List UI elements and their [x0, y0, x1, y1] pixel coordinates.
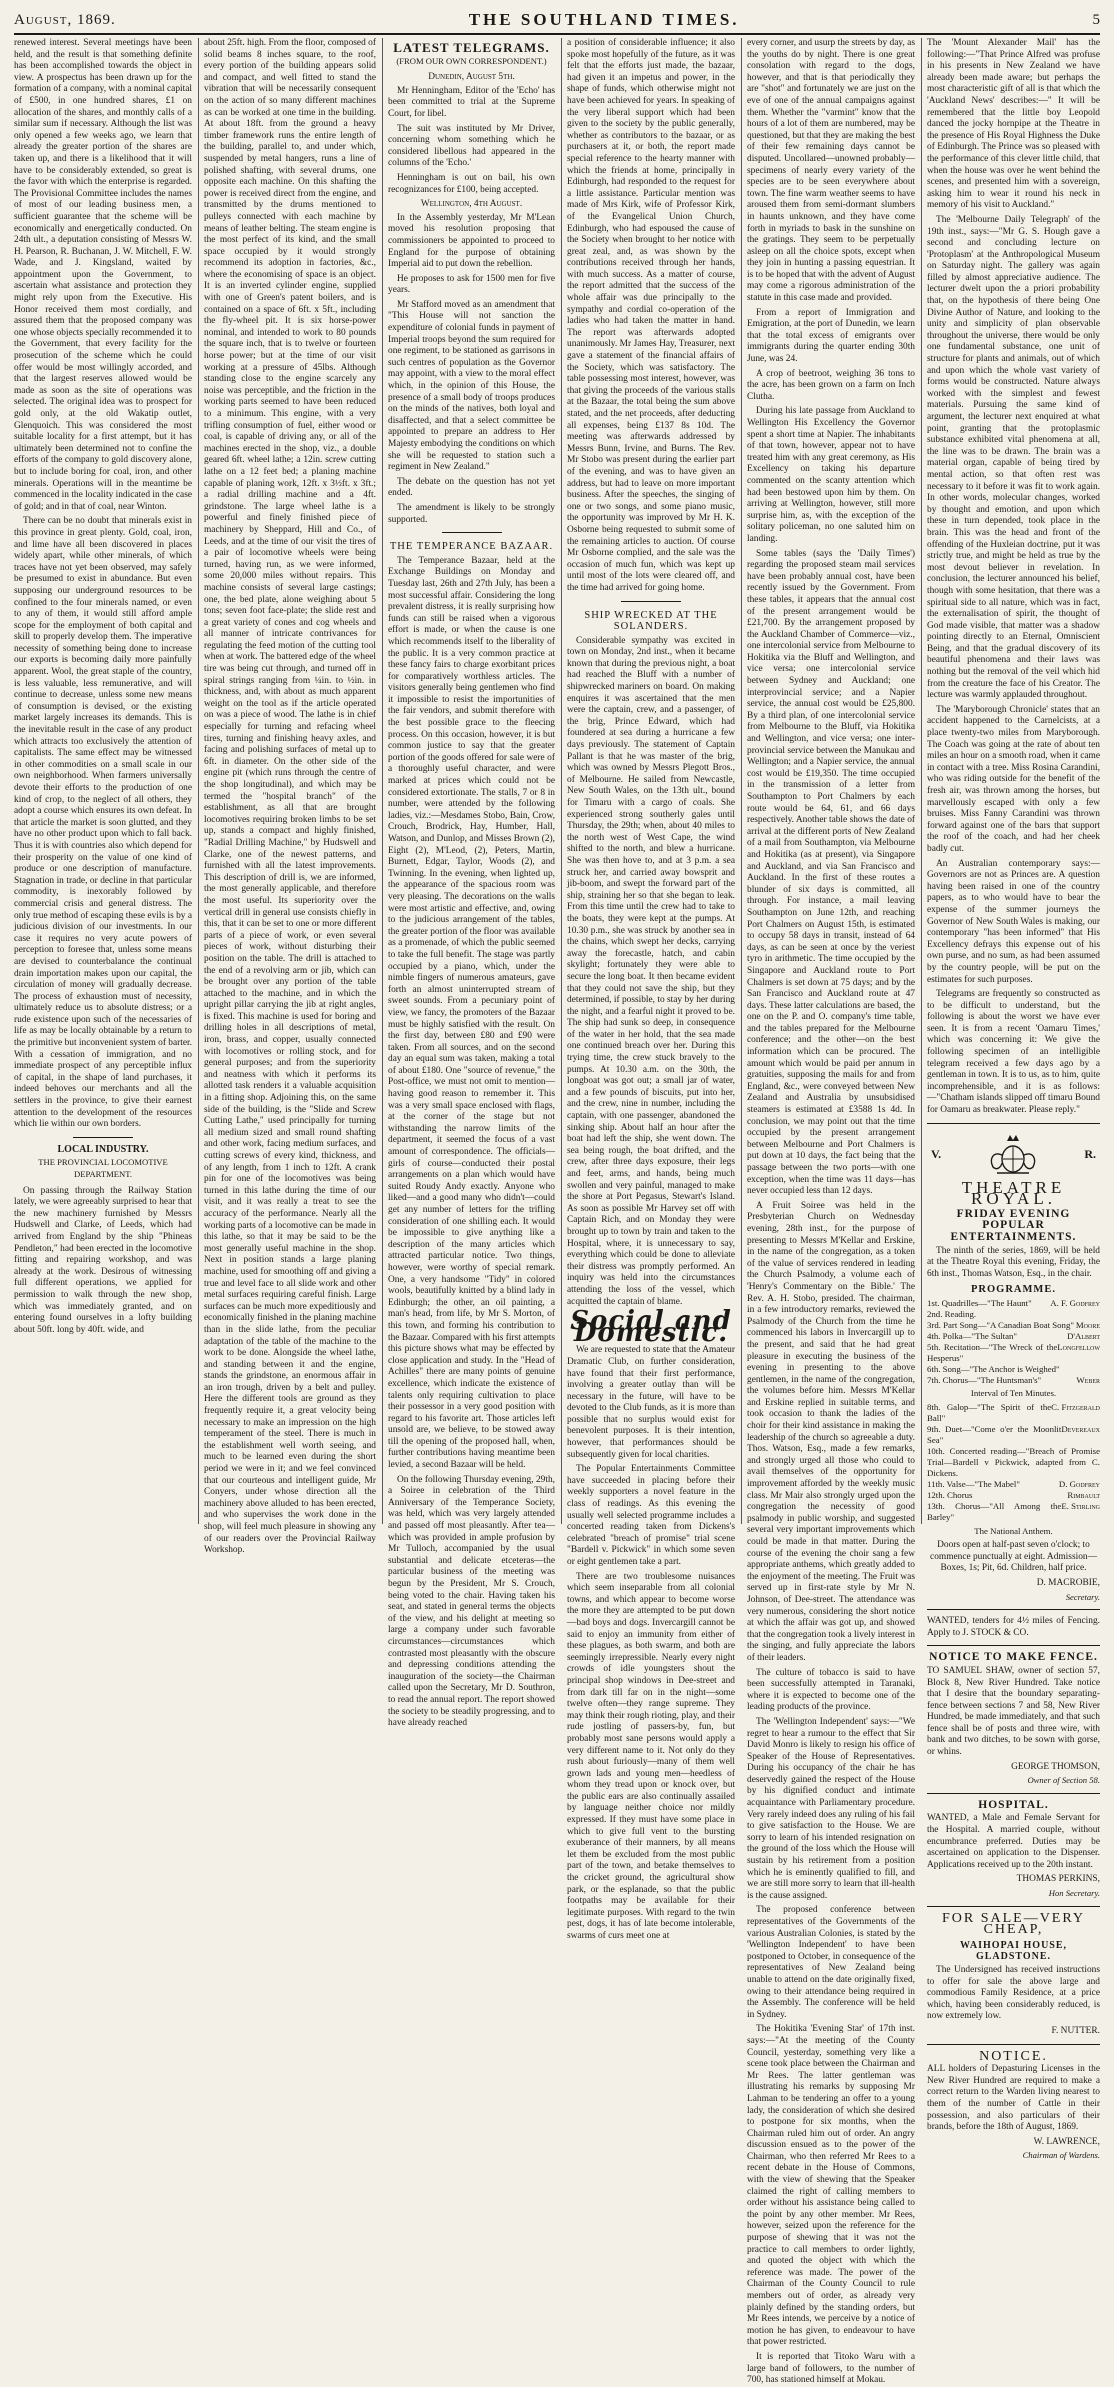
social-paragraph: The 'Melbourne Daily Telegraph' of the 19th inst., says:—"Mr G. S. Hough gave a second and concluding lecture on 'Protoplasm' at the Anthropological Museum on Saturday night. The gallery was again filled by almost appreciative audience. The lecturer dwelt upon the a priori probability that, on the hypothesis of there being One Divine Author of Nature, and looking to the unity and simplicity of plan observable throughout the universe, there would be only one fundamental substance, one unit of structure for plants and animals, out of which and upon which the whole vast variety of forms would be constructed. Nature always worked with the simplest and fewest materials. Pursuing the same kind of argument, the lecturer next enquired at what point, granting that the protoplasmic substance exhibited vital phenomena at all, the line was to be drawn. The brain was a material organ, capable of being tired by mental action, so that often rest was necessary to it before it was fit to work again. In other words, molecular changes, worked by thought and emotion, and upon which these in turn depended, took place in the brain. This was the head and front of the offending of the Huxleian doctrine, put it was strictly true, and might be held as true by the most devout believer in revelation. In conclusion, the lecturer announced his belief, though with some hesitation, that there was a spiritual side to all nature, which was in fact, the externalisation of spirit, the thought of God made visible, that matter was a shadow pointing directly to an Eternal, Omniscient Being, and that the gradual discovery of its beautiful phenomena and their laws was nothing but the removal of the veil which hid from the creature the face of his Creator. The lecture was warmly applauded throughout. [927, 214, 1100, 701]
programme-item-composer: Moore [1075, 1319, 1100, 1330]
advert-rule [927, 1645, 1100, 1646]
telegram-paragraph: Mr Stafford moved as an amendment that "This House will not sanction the expenditure of colonial funds in payment of Imperial troops beyond the sum required for one regiment, to be stationed as garrisons in such centres of population as the Governor may appoint, with a view to the moral effect which, in the opinion of this House, the presence of a small body of troops produces on the minds of the natives, both loyal and disaffected, and that a select committee be appointed to prepare an address to Her Majesty embodying the conditions on which she will be requested to station such a regiment in New Zealand." [388, 299, 555, 473]
programme-item-title: 12th. Chorus [927, 1489, 973, 1500]
interval-note: Interval of Ten Minutes. [970, 1387, 1057, 1398]
column-divider [741, 38, 742, 1524]
programme-item-composer: Longfellow [1057, 1341, 1100, 1352]
fence-signature-role: Owner of Section 58. [1027, 1775, 1100, 1786]
telegram-paragraph: Henningham is out on bail, his own recognizances for £100, being accepted. [388, 172, 555, 195]
social-paragraph: The 'Maryborough Chronicle' states that an accident happened to the Carnelcists, at a place twenty-two miles from Maryborough. The Coach was going at the rate of about ten miles an hour on a smooth road, when it came in contact with a tree. Miss Rosina Carandini, who was riding outside for the benefit of the fresh air, was thrown among the horses, but marvellously escaped with only a few bruises. Miss Fanny Carandini was thrown forward against one of the bars that support the roof of the coach, and had her cheek badly cut. [927, 704, 1100, 854]
hospital-signature: THOMAS PERKINS, [1016, 1874, 1100, 1885]
column-4 [567, 38, 735, 1941]
social-paragraph: During his late passage from Auckland to Wellington His Excellency the Governor spent a short time at Napier. The inhabitants of that town, however, appear not to have treated him with any great ceremony, as His Excellency on taking his departure commented on the scanty attention which had been bestowed upon him by them. On arriving at Wellington, however, still more surprise him, as, with the exception of the solitary policeman, no one saluted him on landing. [747, 406, 915, 544]
programme-item-title: 6th. Song—"The Anchor is Weighed" [927, 1363, 1060, 1374]
for-sale-signature: F. NUTTER. [1051, 2025, 1100, 2036]
column-divider [561, 38, 562, 1524]
programme-item [927, 1402, 1100, 1424]
notice-signature-role: Chairman of Wardens. [1022, 2150, 1100, 2161]
telegrams-subheading: (FROM OUR OWN CORRESPONDENT.) [396, 55, 547, 66]
programme-list-2 [927, 1402, 1100, 1523]
column-5 [747, 38, 915, 2386]
notice-signature: W. LAWRENCE, [1033, 2136, 1100, 2147]
arms-letter-v: V. [931, 1146, 942, 1161]
issue-date: August, 1869. [14, 11, 116, 28]
social-paragraph: It is reported that Titoko Waru with a large band of followers, to the number of 700, has stationed himself at Mokau. [747, 2351, 915, 2386]
theatre-signature-role: Secretary. [1065, 1591, 1100, 1602]
social-paragraph: The 'Mount Alexander Mail' has the following:—"That Prince Alfred was profuse in his presents in New Zealand we have already been made aware; but perhaps the most characteristic gift of all is that which the 'Auckland News' describes:—" It will be remembered that the little boy Leopold danced the jocky hornpipe at the Theatre in the presence of His Royal Highness the Duke of Edinburgh. The Prince was so pleased with the performance of this clever little child, that when the house was over he went behind the scenes, and presented him with a sovereign, asking him to wear it round his neck in memory of his visit to Auckland." [927, 38, 1100, 211]
social-paragraph: From a report of Immigration and Emigration, at the port of Dunedin, we learn that the total excess of emigrants over immigrants during the quarter ending 30th June, was 24. [747, 307, 915, 365]
doors-note: Doors open at half-past seven o'clock; to commence punctually at eight. Admission—Boxes, 1s; Pit, 6d. Children, half price. [930, 1540, 1097, 1574]
telegram-paragraph: The amendment is likely to be strongly supported. [388, 502, 555, 525]
arms-letter-r: R. [1084, 1146, 1096, 1161]
locomotive-article: On passing through the Railway Station lately, we were agreeably surprised to hear that the new machinery furnished by Messrs Hudswell and Clarke, of Leeds, which had arrived from England by the ship "Phineas Pendleton," had been erected in the locomotive fitting and repairing workshop, and was already at the work. Desirous of witnessing full different operations, we applied for permission to walk through the new shop, which was immediately granted, and on entering found ourselves in a lofty building about 50ft. long by 40ft. wide, and [14, 1185, 192, 1335]
programme-item [927, 1446, 1100, 1479]
dateline-wellington: Wellington, 4th August. [420, 199, 523, 210]
programme-list [927, 1298, 1100, 1386]
soiree-article: On the following Thursday evening, 29th, a Soiree in celebration of the Third Anniversary of the Temperance Society, was held, which was very largely attended and passed off most pleasantly. After tea—which was provided in ample profusion by Mr Tulloch, accompanied by the usual substantial and delicate etceteras—the particular business of the meeting was begun by the President, Mr S. Crouch, being voted to the chair. Having taken his seat, and stated in general terms the objects of the view, and his delight at meeting so large a company under such favorable circumstances—circumstances which contrasted most pleasantly with the obscure and depressing conditions attending the inauguration of the society—the Chairman called upon the Secretary, Mr D. Southron, to read the annual report. The report showed the society to be steadily progressing, and to have already reached [388, 1474, 555, 1729]
telegram-paragraph: In the Assembly yesterday, Mr M'Lean moved his resolution proposing that commissioners be appointed to proceed to England for the purpose of obtaining Imperial aid to put down the rebellion. [388, 212, 555, 270]
programme-item [927, 1309, 1100, 1320]
programme-item [927, 1490, 1100, 1501]
section-rule [442, 532, 502, 533]
social-domestic-heading: Social and Domestic. [570, 1306, 732, 1348]
telegram-paragraph: The suit was instituted by Mr Driver, concerning whom something which he considered libellous had appeared in the columns of the 'Echo.' [388, 123, 555, 169]
column-divider [198, 38, 199, 1524]
programme-item-title: 13th. Chorus—"All Among the Barley" [927, 1500, 1062, 1522]
programme-item [927, 1424, 1100, 1446]
hospital-text: WANTED, a Male and Female Servant for the Hospital. A married couple, without encumbrance preferred. Duties may be ascertained on application to the Dispenser. Applications received up to the 20th instant. [927, 1813, 1100, 1870]
programme-item-title: 10th. Concerted reading—"Breach of Promise Trial—Bardell v Pickwick, adapted from C. Dickens. [927, 1445, 1100, 1478]
programme-item-composer: Rimbault [1067, 1489, 1100, 1500]
social-paragraph: There are two troublesome nuisances which seem inseparable from all colonial towns, and which appear to become worse the more they are attempted to be put down—bad boys and dogs. Invercargill cannot be said to enjoy an immunity from either of these plagues, as both swarm, and both are seemingly irrepressible. Nearly every night crowds of idle youngsters shout the principal shop windows in Dee-street and from dark till far on in the night—some twelve often—they range supreme. They may think their rough rioting, play, and their rude jostling of passers-by, fun, but probably most sane persons would apply a very different name to it. Not only do they rush about furiously—many of them well grown lads and young men—heedless of whom they tread upon or knock over, but the public ears are also continually assailed by language neither choice nor mildly expressed. If they must have some place in which to give full vent to the bursting exuberance of their manners, by all means let them be excluded from the most public part of the town, and betake themselves to the cricket ground, the agricultural show park, or the esplanade, so that the public footpaths may be available for their legitimate purposes. With regard to the twin pest, dogs, it has of late become intolerable, swarms of curs meet one at [567, 1571, 735, 1941]
column-divider [382, 38, 383, 1524]
programme-item-title: 5th. Recitation—"The Wreck of the Hesperus" [927, 1341, 1058, 1363]
national-anthem: The National Anthem. [974, 1525, 1053, 1536]
theatre-subtitle: FRIDAY EVENING POPULAR ENTERTAINMENTS. [950, 1207, 1077, 1243]
programme-item-composer: D. Godfrey [1058, 1478, 1100, 1489]
social-paragraph: Some tables (says the 'Daily Times') regarding the proposed steam mail services have been probably annual cost, have been recently issued by the Government. From these tables, it appears that the annual cost of the present arrangement would be £21,700. By the arrangement proposed by the Auckland Chamber of Commerce—viz., one intercolonial service from Melbourne to Hokitika via the Bluff and Wellington, and vice versa; one intercolonial service between Sydney and Auckland; one interprovincial service; and a Napier service, the annual cost would be £25,800. By a third plan, of one intercolonial service from Melbourne to the Bluff, via Hokitika and Wellington, and vice versa; one inter-provincial service between the Manukau and Wellington; and a Napier service, the annual cost would be £19,350. The time occupied in the transmission of a letter from Southampton to Port Chalmers by each route would be 64, 61, and 66 days respectively. Another table shows the date of arrival at the different ports of New Zealand of a mail from Southampton, via Melbourne and Hokitika (as at present), via Singapore and Auckland, and via San Francisco and Auckland. In the first of these routes a blunder of six days is committed, all through. For instance, a mail leaving Southampton on June 12th, and reaching Port Chalmers on August 15th, is estimated to occupy 58 days in transit, instead of 64 days, as can be seen at once by the veriest tyro in arithmetic. The time occupied by the Singapore and Auckland route to Port Chalmers is set down at 75 days; and by the San Francisco and Auckland route at 47 days. These latter calculations are based, the one on the P. and O. company's time table, and the tables prepared for the Melbourne conference; and the other—on the best information which can be procured. The amount which would be paid per annum in gratuities, supposing the mails for and from England, &c., were conveyed between New Zealand and Australia by unsubsidised steamers is estimated at £3588 1s 4d. In conclusion, we may point out that the time occupied by the present arrangement between Melbourne and Port Chalmers is put down at 10 days, the fact being that the passage between the two ports—with one exception, when the time was 11 days—has never occupied less than 12 days. [747, 548, 915, 1197]
advert-rule [927, 1793, 1100, 1794]
masthead-rule [14, 33, 1100, 35]
mining-company-article: renewed interest. Several meetings have been held, and the result is that something definite has been accomplished towards the object in view. A prospectus has been drawn up for the formation of a company, with a nominal capital of £500, in one hundred shares, £1 on allocation of the shares, and monthly calls of a similar sum if necessary. Although the list was only opened a few weeks ago, we learn that already the greater portion of the shares are taken up, and there is a likelihood that it will have to be considerably extended, so great is the favor with which the enterprise is regarded. The Provisional Committee includes the names of most of our leading business men, a sufficient guarantee that the scheme will be economically and energetically conducted. On 24th ult., a deputation consisting of Messrs W. H. Pearson, R. Buchanan, J. W. Mitchell, F. W. Wade, and J. Kingsland, waited by appointment upon the Government, to ascertain what assistance and protection they might rely upon from the Executive. His Honor received them most cordially, and assured them that the proposed company was one whose objects specially recommended it to the Government, that every facility for the prosecution of the scheme which he could offer would be most willingly accorded, and that the largest reserves allowed would be made as soon as the site of operations was selected. The original idea was to prospect for gold only, at the old Wakatip outlet, Glenquoich. This was considered the most suitable locality for a first attempt, but it has ultimately been determined not to confine the efforts of the company to gold discovery alone, but to include boring for coal, iron, and other minerals. Operations will in the meantime be commenced in the locality indicated in the case of gold; and in that of coal, near Winton. [14, 38, 192, 512]
social-paragraph: every corner, and usurp the streets by day, as the youths do by night. There is one great consolation with regard to the dogs, however, and that is that periodically they are "shot" and fortunately we are just on the eve of one of the annual campaigns against them. Whether the "varmint" know that the hours of a lot of them are numbered, may be questioned, but that they are making the best of their few remaining days cannot be disputed. Uncollared—unowned probably—specimens of nearly every variety of the species are to be seen everywhere about town. The fine warm weather seems to have aroused them from semi-dormant slumbers in haunts unknown, and they have come forth in myriads to bask in the sunshine on the gratings. They seem to be perpetually asleep on all the choice spots, except when they join in hunting a passing equestrian. It is to be hoped that with the advent of August may come a rigorous administration of the statute in this case made and provided. [747, 38, 915, 304]
programme-item-composer: Devereaux [1061, 1423, 1100, 1434]
advert-rule [927, 1123, 1100, 1124]
theatre-royal-title: THEATRE ROYAL. [961, 1177, 1066, 1209]
column-divider [921, 38, 922, 1524]
theatre-text: The ninth of the series, 1869, will be held at the Theatre Royal this evening, Friday, the 6th inst., Thomas Watson, Esq., in the chair. [927, 1245, 1100, 1279]
local-industry-subheading: THE PROVINCIAL LOCOMOTIVE DEPARTMENT. [38, 1157, 168, 1179]
programme-item [927, 1501, 1100, 1523]
social-paragraph: We are requested to state that the Amateur Dramatic Club, on further consideration, have found that their first performance, involving a greater outlay than will be necessary in the future, will have to be devoted to the Club funds, as it is more than possible that no surplus would exist for benevolent purposes. It is their intention, however, that performances should be subsequently given for local charities. [567, 1345, 735, 1460]
programme-item-composer: D'Albert [1067, 1330, 1100, 1341]
hospital-title: HOSPITAL. [978, 1798, 1049, 1811]
notice-title: NOTICE. [979, 2048, 1048, 2064]
page-number: 5 [1092, 11, 1100, 28]
programme-item-title: 8th. Galop—"The Spirit of the Ball" [927, 1401, 1052, 1423]
social-paragraph: The proposed conference between representatives of the Governments of the various Australian Colonies, is stated by the 'Wellington Independent' to have been postponed to October, in consequence of the representatives of New Zealand being unable to attend on the date originally fixed, owing to their attendance being required in the Assembly. The conference will be held in Sydney. [747, 1905, 915, 2020]
advert-rule [927, 1906, 1100, 1907]
telegram-paragraph: He proposes to ask for 1500 men for five years. [388, 273, 555, 296]
social-paragraph: The Hokitika 'Evening Star' of 17th inst. says:—"At the meeting of the County Council, yesterday, something very like a scene took place between the Chairman and Mr Rees. The latter gentleman was illustrating his remarks by supposing Mr Lahman to be tendering an offer to a young lady, the consideration of which she desired to postpone for six months, when the Chairman ruled him out of order. An angry discussion ensued as to the power of the Chairman, who then referred Mr Rees to a recent debate in the House of Commons, with the view of shewing that the Speaker claimed the right of calling members to order without his assistance being called to the point by any other member. Mr Rees, however, seized upon the reference for the purpose of shewing that it was not the practice to call members to order lightly, and quoted the object with which the reference was made. The power of the Chairman of the County Council to rule members out of order, as already very plainly defined by the standing orders, but Mr Rees intends, we perceive by a notice of motion he has given, to endeavour to have that power restricted. [747, 2024, 915, 2348]
column-1 [14, 38, 192, 1526]
social-paragraph: A crop of beetroot, weighing 36 tons to the acre, has been grown on a farm on Inch Clutha. [747, 368, 915, 402]
programme-item [927, 1375, 1100, 1386]
shipwreck-heading: SHIP WRECKED AT THE SOLANDERS. [584, 609, 718, 633]
programme-item-composer: A. F. Godfrey [1050, 1297, 1100, 1308]
programme-item-title: 2nd. Reading. [927, 1308, 977, 1319]
social-paragraph: A Fruit Soiree was held in the Presbyterian Church on Wednesday evening, 28th inst., for the purpose of presenting to Messrs M'Kellar and Erskine, in the name of the congregation, as a token of the value of services rendered in leading the Church Psalmody, a volume each of 'Henry's Commentary on the Bible.' The Rev. A. H. Stobo, presided. The chairman, in a few introductory remarks, reviewed the Psalmody of the Church from the time he commenced his labors in Invercargill up to the present, and said that he had great pleasure in executing the business of the evening in presenting to the above gentlemen, in the name of the congregation, the volumes before him. Messrs M'Kellar and Erskine replied in suitable terms, and took occasion to thank the ladies of the choir for their kind assistance in making the leadership of the church so agreeable a duty. Thos. Watson, Esq., made a few remarks, and strongly urged all those who could to avail themselves of the opportunity for improvement afforded by the weekly music class. Mr Mair also strongly urged upon the congregation the necessity of good psalmody in public worship, and suggested several very important improvements which could be made in that matter. During the course of the evening the choir sang a few appropriate anthems, which greatly added to the enjoyment of the meeting. The Fruit was served up in first-rate style by Mr N. Johnson, of Dee-street. The attendance was very numerous, considering the short notice at which the affair was got up, and showed that the congregation took a lively interest in the singing, and fully appreciate the labors of their leaders. [747, 1200, 915, 1663]
fencing-tenders-advert: WANTED, tenders for 4½ miles of Fencing. Apply to J. STOCK & CO. [927, 1616, 1100, 1638]
column-3 [388, 38, 555, 1729]
fence-signature: GEORGE THOMSON, [1011, 1761, 1100, 1772]
social-paragraph: An Australian contemporary says:—Governors are not as Princes are. A question having been raised in one of the country papers, as to who would have to bear the expense of the summer journeys the Governor of New South Wales is making, our contemporary "has been informed" that His Excellency defrays this expense out of his own purse, and no sum, as had been assumed by the country people, will be put on the estimates for such purposes. [927, 858, 1100, 985]
programme-item-title: 4th. Polka—"The Sultan" [927, 1330, 1018, 1341]
royal-arms [931, 1132, 1096, 1178]
programme-item [927, 1320, 1100, 1331]
column-6 [927, 38, 1100, 2161]
bazaar-article-continued: a position of considerable influence; it also spoke most hopefully of the future, as it was felt that the efforts just made, the bazaar, had given it an impetus and power, in the shape of funds, which otherwise might not have been achieved for years. In speaking of the very liberal support which had been given to the society by the public generally, whether as contributors to the bazaar, or as purchasers at it, or both, the report made special reference to the hearty manner with which the friends at home, principally in Edinburgh, had responded to the request for a little assistance. Particular mention was made of Mrs Kirk, wife of Professor Kirk, of the Evangelical Union Church, Edinburgh, who had espoused the cause of the Society when brought to her notice with great zeal, and, as was shown by the contributions received through her hands, with much success. As a matter of course, the report admitted that the success of the whole affair was due principally to the sympathy and cordial co-operation of the ladies who had taken the matter in hand. The report was afterwards adopted unanimously. Mr James Hay, Treasurer, next gave a statement of the financial affairs of the Society, which was satisfactory. The table possessing most interest, however, was that giving the proceeds of the various stalls at the Bazaar, the total being the sum above stated, and the net proceeds, after deducting all expenses, being £137 8s 10d. The meeting was afterwards addressed by Messrs Bunn, Irvine, and Burns. The Rev. Mr Stobo was present during the earlier part of the evening, and was to have given an address, but had to leave on more important business. After the speeches, the singing of one or two songs, and some piano music, the opportunity was improved by Mr H. K. Osborne being requested to submit some of the remaining articles to auction. Of course Mr Osborne complied, and the sale was the occasion of much fun, which was kept up until most of the lots were cleared off, and the time had arrived for going home. [567, 38, 735, 593]
programme-item-title: 3rd. Part Song—"A Canadian Boat Song" [927, 1319, 1074, 1330]
advert-rule [927, 1609, 1100, 1610]
dateline-dunedin: Dunedin, August 5th. [428, 72, 515, 83]
workshop-article: about 25ft. high. From the floor, composed of solid beams 8 inches square, to the roof, every portion of the building appears solid and compact, and well fitted to stand the vibration that will be necessarily consequent on the action of so many different machines as can be worked at one time in the building. At about 18ft. from the ground a heavy timber framework runs the entire length of the building, parallel to, and under which, suspended by metal hangers, runs a line of polished shafting, with several drums, one opposite each machine. On this shafting the power is received direct from the engine, and transmitted by the drums mentioned to pulleys connected with each machine by means of leather belting. The steam engine is the most perfect of its kind, and the small space occupied by it would strongly recommend its adoption in factories, &c., where the economising of space is an object. It is an inverted cylinder engine, supplied with one of Green's patent boilers, and is contained on a space of 6ft. x 5ft., including the fly-wheel pit. It is six horse-power nominal, and intended to work to 80 pounds the square inch, that is to twelve or fourteen horse power; but at the time of our visit working at a pressure of 45lbs. Although standing close to the engine scarcely any noise was perceptible, and the friction in the working parts seemed to have been reduced to a minimum. This engine, with a very trifling consumption of fuel, either wood or coal, is capable of driving any, or all of the machines erected in the shop, viz., a double geared 6ft. wheel lathe; a 12in. screw cutting lathe on a 12 feet bed; a planing machine capable of planing work, 12ft. x 3½ft. x 3ft.; a radial drilling machine and a 4ft. grindstone. The large wheel lathe is a powerful and finely finished piece of machinery by Sheppard, Hill and Co., of Leeds, and at the time of our visit the tires of a pair of locomotive wheels were being turned, having run, as we were informed, some 20,000 miles without repairs. This machine consists of several large castings; one, the bed plate, alone weighing about 5 tons; seven foot face-plate; the slide rest and a great variety of cones and cog wheels and all manner of intricate contrivances for regulating the feed motion of the cutting tool when at work. The battered edge of the wheel tire was being cut through, and turned off in spiral strings ranging from ¼in. to ½in. in thickness, and, with about as much apparent weight on the tool as if the article operated on was a piece of wood. The lathe is in chief especially for turning and refacing wheel tires, turning and finishing heavy axles, and facing and polishing surfaces of metal up to 6ft. in diameter. On the other side of the engine pit (which runs through the centre of the shop longitudinal), and which may be termed the "hospital branch" of the establishment, as all that are brought locomotives requiring broken limbs to be set up, stands a compact and highly finished, "Radial Drilling Machine," by Hudswell and Clarke, one of the newest patterns, and furnished with all the latest improvements. This description of drill is, we are informed, the most generally applicable, and therefore the most useful. Its superiority over the vertical drill in general use consists chiefly in this, that it can be set to one or more different parts of a piece of work, or even several pieces of work, without disturbing their position on the table. The drill is attached to the end of a revolving arm or jib, which can be brought over any portion of the table attached to the machine, and in which the upright pillar carrying the jib at right angles, is fixed. This machine is used for boring and drilling holes in all descriptions of metal, iron, brass, and copper, usually connected with locomotives or rolling stock, and for general purposes; and from the superiority and neatness with which it performs its allotted task renders it a valuable acquisition in a fitting shop. Adjoining this, on the same side of the building, is the "Slide and Screw Cutting Lathe," used principally for turning all medium sized and small round shafting and other work, facing medium surfaces, and cutting screws of every kind, thickness, and of any length, from 1 inch to 12ft. A crank pin for one of the locomotives was being turned in this lathe during the time of our visit, and it was really a treat to see the accuracy of the performance. Nearly all the working parts of a locomotive can be made in this lathe, so that it may be said to be the most generally useful machine in the shop. Next in position stands a large planing machine, used for smoothing off and giving a true and level face to all slide work and other metal surfaces requiring careful finish. Large surfaces can be much more expeditiously and economically finished in the planing machine than in the slide lathe, from the peculiar adaptation of the table of the machine to the work to be done. Alongside the wheel lathe, and standing between it and the engine, stands the grindstone, an enormous affair in an iron trough, driven by a belt and pulley. Here the different tools are ground as they frequently require it, a great velocity being necessary to make an impression on the high temperament of the steel. There is much in the establishment well worth seeing, and much to be learned even during the short period we were in it; and we feel convinced that our courteous and intelligent guide, Mr Conyers, under whose direction all the machinery above alluded to has been erected, and who supervises the work done in the shop, will feel much pleasure in showing any of our readers over the Provincial Railway Workshop. [204, 38, 376, 1556]
social-paragraph: The 'Wellington Independent' says:—"We regret to hear a rumour to the effect that Sir David Monro is likely to resign his office of Speaker of the House of Representatives. During his occupancy of the chair he has deservedly gained the respect of the House by his dignified conduct and intimate acquaintance with Parliamentary procedure. Very rarely indeed does any ruling of his fail to give satisfaction to the House. We are sorry to learn of his intended resignation on the ground of the loss which the House will sustain by his retirement from a position which he is eminently qualified to fill, and we are still more sorry to learn that ill-health is the cause assigned. [747, 1716, 915, 1901]
programme-item-title: 1st. Quadrilles—"The Haunt" [927, 1297, 1032, 1308]
programme-item [927, 1342, 1100, 1364]
programme-item-title: 7th. Chorus—"The Huntsman's" [927, 1374, 1042, 1385]
masthead [14, 8, 1100, 32]
programme-title: PROGRAMME. [971, 1284, 1056, 1296]
fence-notice-title: NOTICE TO MAKE FENCE. [929, 1651, 1098, 1664]
notice-text: ALL holders of Depasturing Licenses in the New River Hundred are required to make a correct return to the Warden living nearest to them of the number of Cattle in their possession, and also particulars of their brands, before the 18th of August, 1869. [927, 2064, 1100, 2133]
for-sale-subtitle: WAIHOPAI HOUSE, GLADSTONE. [959, 1939, 1068, 1963]
theatre-signature: D. MACROBIE, [1036, 1577, 1100, 1588]
local-industry-heading: LOCAL INDUSTRY. [57, 1143, 149, 1155]
for-sale-title: FOR SALE—VERY CHEAP, [941, 1910, 1086, 1938]
fence-notice-text: TO SAMUEL SHAW, owner of section 57, Block 8, New River Hundred. Take notice that I desire that the boundary separating-fence between sections 7 and 58, New River Hundred, be made immediately, and that such fence shall be of posts and three wire, with bank and two ditches, to be sown with gorse, or whins. [927, 1665, 1100, 1758]
programme-item-composer: Weber [1076, 1374, 1100, 1385]
column-2 [204, 38, 376, 1556]
programme-item [927, 1298, 1100, 1309]
newspaper-title: THE SOUTHLAND TIMES. [468, 10, 740, 29]
telegram-paragraph: The debate on the question has not yet ended. [388, 476, 555, 499]
bazaar-heading: THE TEMPERANCE BAZAAR. [389, 541, 554, 553]
shipwreck-article: Considerable sympathy was excited in town on Monday, 2nd inst., when it became known that during the previous night, a boat had reached the Bluff with a number of shipwrecked mariners on board. On making enquires it was ascertained that the men were the captain, crew, and a passenger, of the brig, Prince Edward, which had foundered at sea during a hurricane a few days previously. The statement of Captain Pallant is that he was master of the brig, which was owned by Messrs Plegott Bros., of Melbourne. He sailed from Newcastle, New South Wales, on the 13th ult., bound for Timaru with a cargo of coals. She experienced strong southerly gales until Thursday, the 29th; when, about 40 miles to the north west of West Cape, the wind shifted to the north, and blew a hurricane. She was then hove to, and at 3 p.m. a sea struck her, and carried away bowsprit and jib-boom, and swept the forward part of the ship, straining her so that she began to leak. From this time until the crew had to take to the boats, they were kept at the pumps. At 10.30 p.m., she was struck by another sea in the chains, which swept her decks, carrying away the forecastle, hatch, and cabin skylight; fortunately they were able to secure the long boat. It then became evident that they could not save the ship, but they determined, if possible, to stay by her during the night, and a fearful night it proved to be. The ship had sunk so deep, in consequence of the water in her hold, that the sea made one continued breach over her. During this trying time, the crew stuck bravely to the pumps. At 10.30 a.m. on the 30th, the longboat was got out; a small jar of water, and a few pounds of biscuits, put into her, and the crew, nine in number, including the captain, with one passenger, abandoned the sinking ship. About half an hour after the boat had left the ship, she went down. The sea being rough, the boat drifted, and the crew, after three days exposure, their legs and feet, arms, and hands, being much swollen and very painful, managed to make the shore at Port Pegasus, Stewart's Island. As soon as possible Mr Harvey set off with Captain Rich, and on Monday they were brought up to town by train and taken to the Hospital, where, it is unnecessary to say, everything which could be done to alleviate their distress was promptly performed. An inquiry was held into the circumstances attending the loss of the vessel, which acquitted the captain of blame. [567, 635, 735, 1307]
telegram-paragraph: Mr Henningham, Editor of the 'Echo' has been committed to trial at the Supreme Court, for libel. [388, 85, 555, 119]
social-paragraph: Telegrams are frequently so constructed as to be difficult to understand, but the following is about the worst we have ever seen. It is from a recent 'Oamaru Times,' which was concerning it: We give the following specimen of an intelligible telegram received a few days ago by a gentleman in town. It is to us, as to him, quite incomprehensible, and it is as follows:—"Chatham islands slipped off timaru Bound for Oamaru as breakwater. Please reply." [927, 989, 1100, 1116]
minerals-article: There can be no doubt that minerals exist in this province in great plenty. Gold, coal, iron, and lime have all been discovered in places widely apart, while other minerals, of which traces have not yet been observed, may safely be presumed to exist in abundance. But even supposing our underground resources to be confined to the four minerals named, or even to any of them, it would still afford ample scope for the employment of both capital and skill to properly develop them. The imperative necessity of something being done to increase our exports is becoming daily more painfully apparent. Wool, the great staple of the country, is less valuable, less remunerative, and will continue to decrease, unless some new means of consumption is devised, or the existing market largely increases its demands. This is the inevitable result in the case of any product which attracts too exclusively the attention of capitalists. The same effect may be witnessed in other commodities on a small scale in our own neighborhood. When farmers universally devote their efforts to the production of one kind of crop, to the neglect of all others, they adopt a course which ensures its own defeat. In that article the market is soon glutted, and they have no other product upon which to fall back. Thus it is with countries also which depend for their prosperity on the value of one kind of produce or one description of manufacture. Stagnation in trade, or decline in that particular commodity, is inexorably followed by commercial crisis and general distress. The only true method of escaping these evils is by a judicious division of our investments. In our case it requires no very acute powers of perception to foresee that, unless some means are devised to counterbalance the continual drain importation makes upon our capital, the circulation of money will gradually decrease. The process of exhaustion must of necessity, ultimately reduce us to absolute distress; or a rude existence upon such of the necessaries of life as may be locally obtainable by a return to the primitive but inconvenient system of barter. With a cessation of immigration, and no immediate prospect of any perceptible influx of capital, in the shape of land purchases, it indeed behoves our merchants and all the settlers in the province, to give their earnest attention to the development of the resources which lie within our own borders. [14, 516, 192, 1130]
programme-item-composer: C. Fitzgerald [1051, 1401, 1100, 1412]
social-paragraph: The culture of tobacco is said to have been successfully attempted in Taranaki, where it is expected to become one of the leading products of the province. [747, 1667, 915, 1713]
hospital-signature-role: Hon Secretary. [1048, 1888, 1100, 1898]
programme-item-title: 9th. Duet—"Come o'er the Moonlit Sea" [927, 1423, 1062, 1445]
programme-item [927, 1479, 1100, 1490]
programme-item-title: 11th. Valse—"The Mabel" [927, 1478, 1020, 1489]
programme-item [927, 1331, 1100, 1342]
programme-item [927, 1364, 1100, 1375]
telegrams-heading: LATEST TELEGRAMS. [393, 40, 550, 55]
social-paragraph: The Popular Entertainments Committee have succeeded in placing before their weekly supporters a novel feature in the class of readings. As this evening the usually well selected programme includes a concerted reading taken from Dickens's celebrated "breach of promise" trial scene "Bardell v. Pickwick" in which some seven or eight gentlemen take a part. [567, 1464, 735, 1567]
crest-icon [983, 1133, 1043, 1177]
section-rule [621, 601, 681, 602]
for-sale-text: The Undersigned has received instructions to offer for sale the above large and commodious Family Residence, at a price which, having been considerably reduced, is now extremely low. [927, 1964, 1100, 2022]
bazaar-article: The Temperance Bazaar, held at the Exchange Buildings on Monday and Tuesday last, 26th and 27th July, has been a most successful affair. Considering the long prevalent distress, it is really surprising how funds can still be raised when a vigorous effort is made, or when the cause is one which recommends itself to the liberality of the public. It is a very common practice at these fancy fairs to charge exorbitant prices for comparatively worthless articles. The visitors generally being gentlemen who find it impossible to resist the importunities of the fair vendors, and submit therefore with the best possible grace to the fleecing process. On this occasion, however, it is but common justice to say that the greater portion of the goods offered for sale were of a thoroughly useful character, and were marked at prices which could not be considered extortionate. The stalls, 7 or 8 in number, were attended by the following ladies, viz.:—Mesdames Stobo, Bain, Crow, Crouch, Brodrick, Hay, Humber, Hall, Watson, and Dunlop, and Misses Brown (2), Eight (2), M'Leod, (2), Peters, Martin, Burnett, Edgar, Taylor, Woods (2), and Twinning. In the evening, when lighted up, the appearance of the spacious room was very pleasing. The decorations on the walls were most artistic and effective, and, owing to the judicious arrangement of the tables, the greater portion of the floor was available as a promenade, of which the public seemed to take the full benefit. The stage was partly occupied by a piano, which, under the nimble fingers of numerous amateurs, gave forth an almost uninterrupted stream of sweet sounds. From a pecuniary point of view, we fancy, the promoters of the Bazaar must be highly satisfied with the result. On the first day, between £80 and £90 were taken. From all sources, and on the second day an equal sum was taken, making a total of about £180. One "source of revenue," the Post-office, we must not omit to mention—having good reason to remember it. This was a very small space enclosed with flags, at the corner of the stage but not withstanding the narrow limits of the department, it seemed the focus of a vast amount of correspondence. The officials—girls of course—conducted their postal arrangements on a plan which would have suited Roudy Andy exactly. Anyone who liked—and a good many who didn't—could get any number of letters for the trifling consideration of one shilling each. It would be impossible to give anything like a description of the many articles which attracted particular notice. Two things, however, were worthy of special remark. One, a very handsome "Tidy" in colored wools, beautifully knitted by a blind lady in Edinburgh; the other, an oil painting, a man's head, from life, by Mr S. Morton, of this town, and forming his contribution to the Bazaar. Compared with his first attempts this picture shows what may be effected by close application and study. In the "Head of Achilles" there are many points of genuine excellence, which indicate the existence of talents only requiring cultivation to place their possessor in a very good position with regard to his favorite art. Those articles left unsold are, we believe, to be stowed away till the opening of the proposed hall, when, further contributions having meantime been levied, a second Bazaar will be held. [388, 555, 555, 1471]
advert-rule [927, 2044, 1100, 2045]
programme-item-composer: E. Stirling [1061, 1500, 1100, 1511]
section-rule [73, 1137, 133, 1138]
